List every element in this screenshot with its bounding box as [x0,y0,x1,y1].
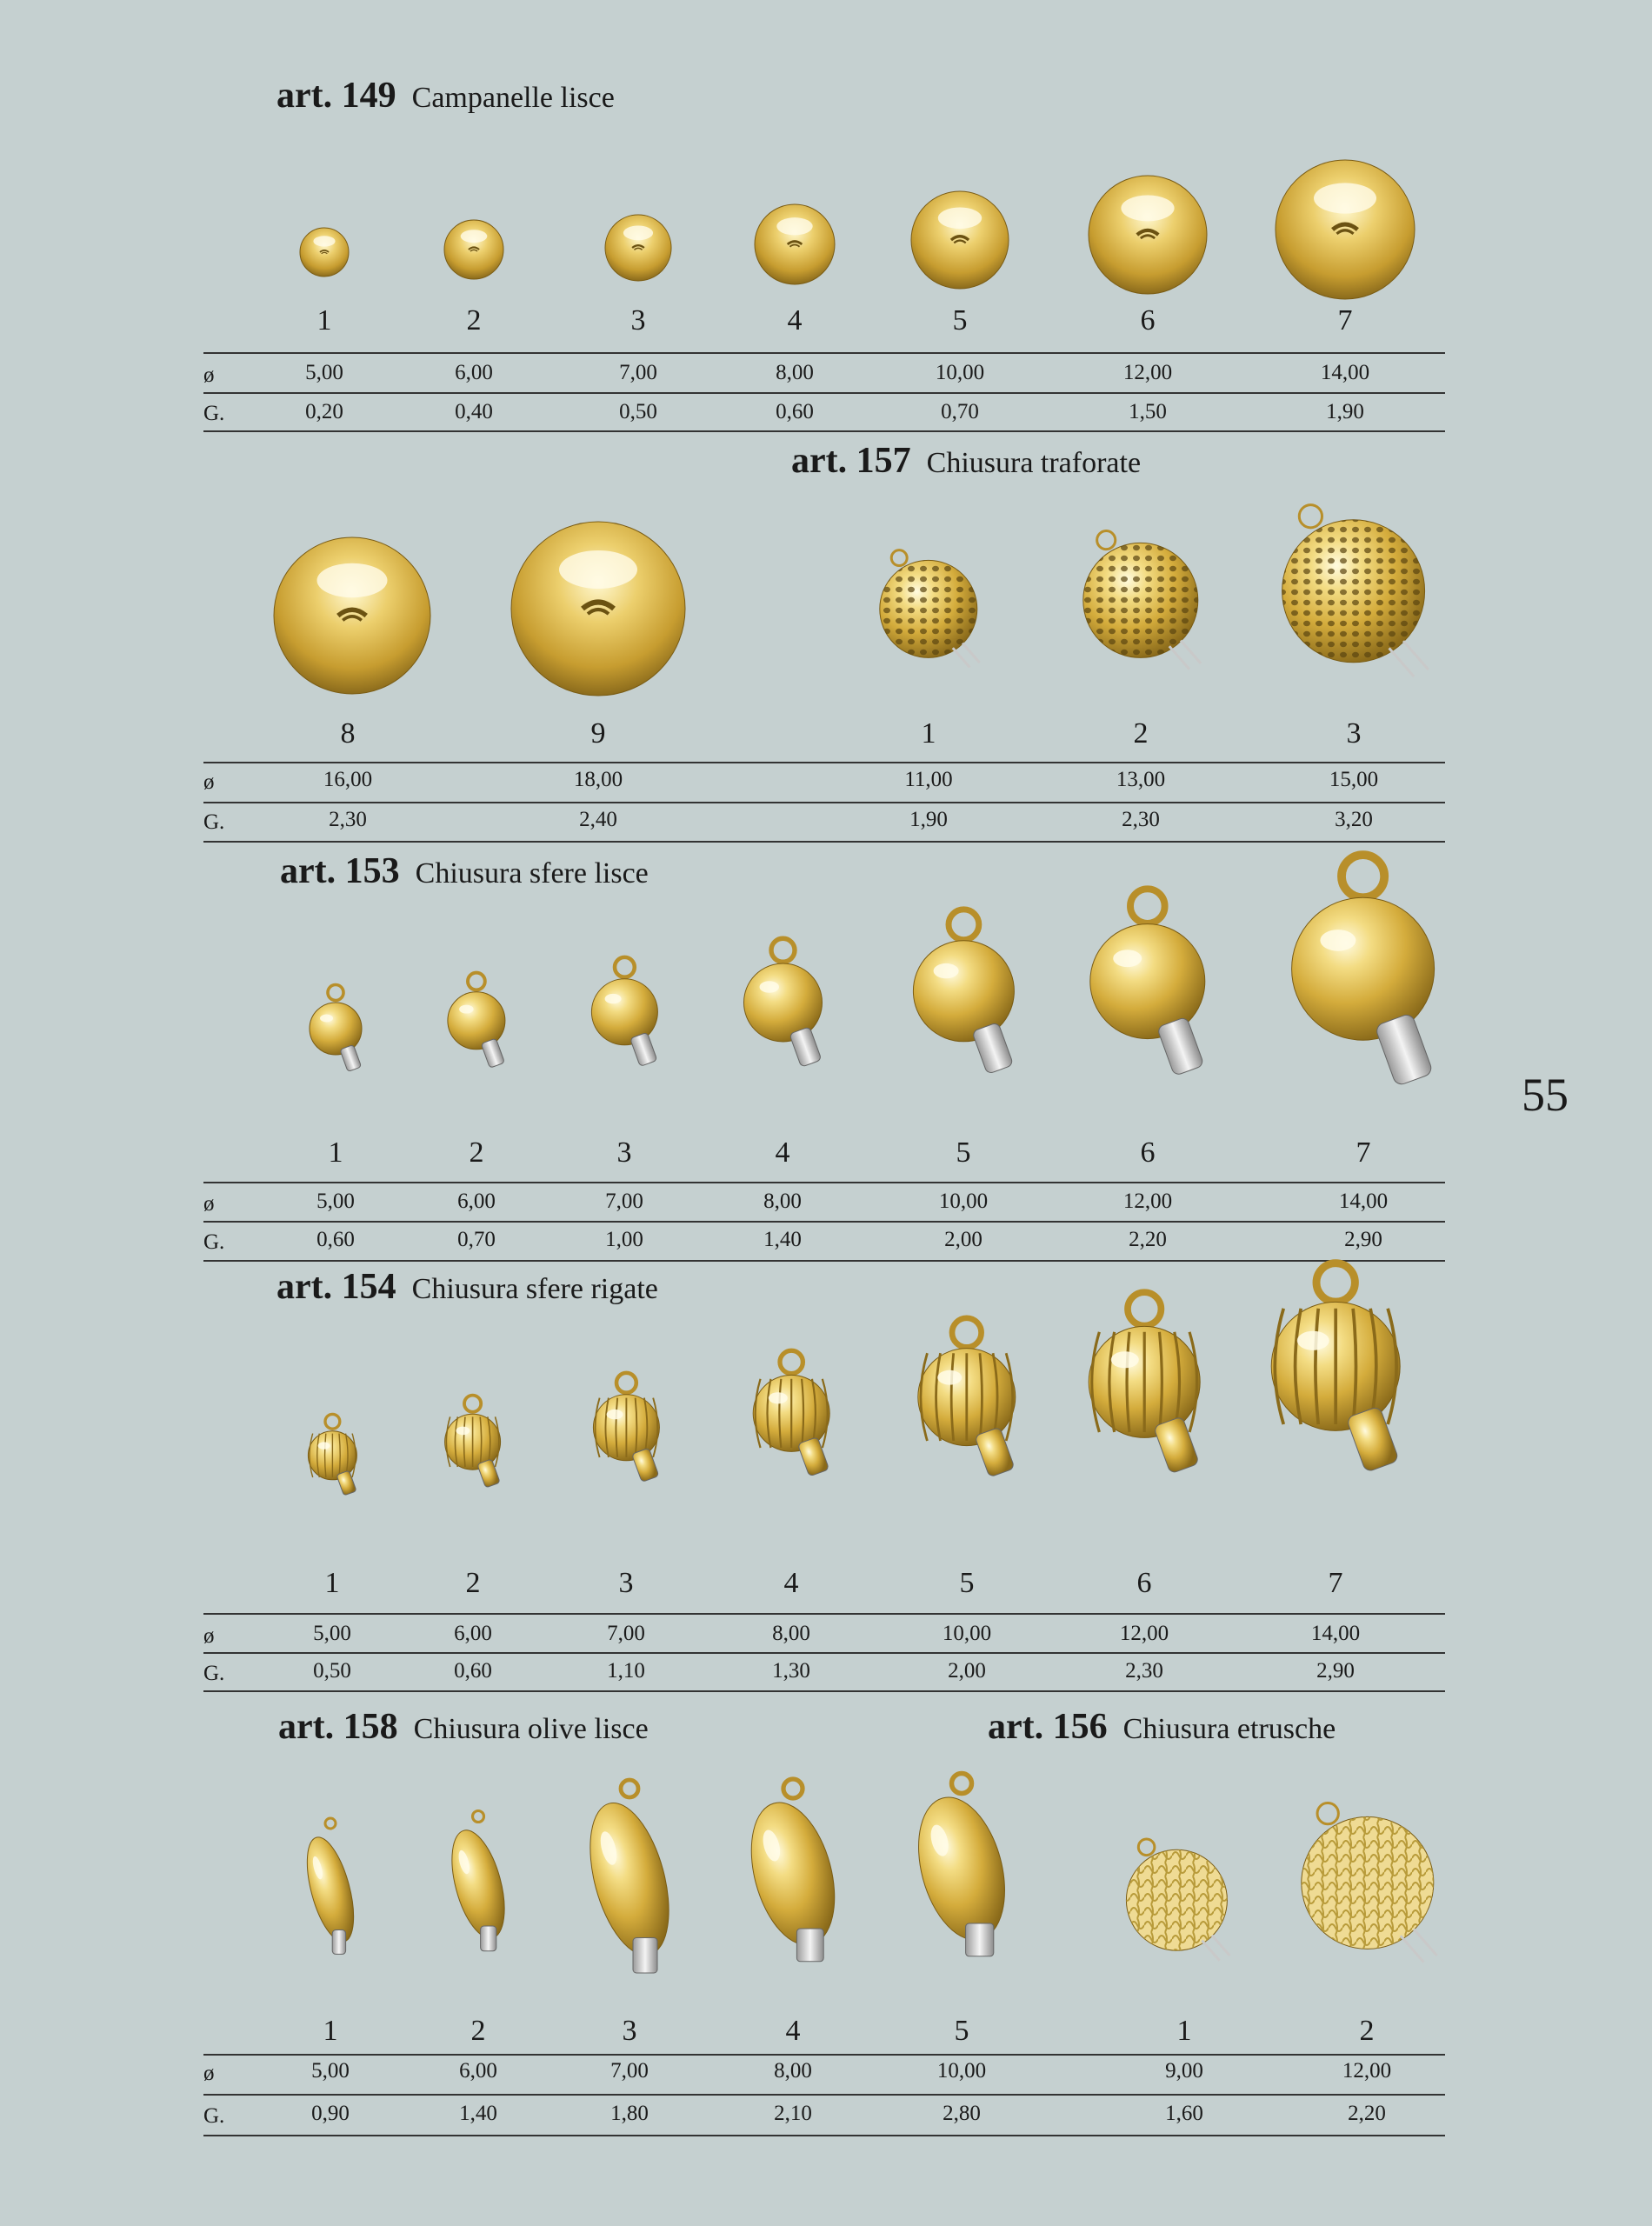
diameter-value-s149-2: 6,00 [455,361,493,384]
weight-value-s157-1: 1,90 [909,808,948,831]
size-number-s156-1: 1 [1176,2015,1192,2047]
bell-cap-art149-8 [270,533,435,698]
size-number-s156-2: 2 [1359,2015,1375,2047]
section-name-art-153: Chiusura sfere lisce [415,857,649,890]
table-rule [203,1182,1445,1183]
size-number-s157-1: 1 [921,717,936,750]
diameter-value-s149-7: 14,00 [1320,361,1370,384]
weight-value-s153-2: 0,70 [457,1228,496,1251]
size-number-s154-6: 6 [1136,1567,1152,1599]
size-number-s154-7: 7 [1328,1567,1343,1599]
diameter-value-s153-6: 12,00 [1122,1190,1173,1213]
weight-value-s153-1: 0,60 [316,1228,355,1251]
diameter-value-s153-7: 14,00 [1338,1190,1389,1213]
ribbed-ball-clasp-art154-2 [428,1389,517,1526]
diameter-label: ø [203,770,215,794]
weight-value-s158-5: 2,80 [943,2102,981,2125]
ribbed-ball-clasp-art154-6 [1063,1284,1225,1533]
size-number-s158-2: 2 [470,2015,486,2047]
weight-value-s149b-2: 2,40 [579,808,617,831]
diameter-value-s156-1: 9,00 [1165,2059,1203,2083]
diameter-label: ø [203,1192,215,1216]
diameter-value-s154-2: 6,00 [454,1622,492,1645]
size-number-s149b-2: 9 [590,717,606,750]
smooth-ball-clasp-art153-3 [573,950,676,1109]
diameter-value-s158-2: 6,00 [459,2059,497,2083]
diameter-value-s153-5: 10,00 [938,1190,989,1213]
table-rule [203,841,1445,843]
diameter-value-s149b-2: 18,00 [573,768,623,791]
smooth-ball-clasp-art153-1 [293,978,378,1109]
weight-value-s154-7: 2,90 [1316,1659,1355,1683]
size-number-s149-7: 7 [1337,304,1353,337]
diameter-value-s158-5: 10,00 [936,2059,987,2083]
diameter-value-s149-3: 7,00 [619,361,657,384]
ribbed-ball-clasp-art154-4 [733,1343,849,1523]
weight-value-s158-3: 1,80 [610,2102,649,2125]
openwork-clasp-art157-1 [856,532,1001,686]
weight-value-s149-4: 0,60 [776,400,814,423]
size-number-s153-6: 6 [1140,1136,1156,1169]
weight-value-s149-3: 0,50 [619,400,657,423]
size-number-s153-7: 7 [1356,1136,1371,1169]
size-number-s149-4: 4 [787,304,803,337]
smooth-ball-clasp-art153-5 [889,902,1038,1130]
diameter-value-s153-2: 6,00 [457,1190,496,1213]
diameter-value-s153-4: 8,00 [763,1190,802,1213]
ribbed-ball-clasp-art154-5 [895,1310,1039,1531]
diameter-value-s154-7: 14,00 [1310,1622,1361,1645]
weight-label: G. [203,2104,225,2128]
section-title-art-158: art. 158 [278,1707,398,1747]
weight-value-s158-1: 0,90 [311,2102,350,2125]
size-number-s154-5: 5 [959,1567,975,1599]
page-number: 55 [1522,1069,1569,1121]
table-rule [203,392,1445,394]
diameter-value-s149-4: 8,00 [776,361,814,384]
weight-value-s154-3: 1,10 [607,1659,645,1683]
size-number-s158-5: 5 [954,2015,969,2047]
weight-value-s156-2: 2,20 [1348,2102,1386,2125]
weight-value-s153-4: 1,40 [763,1228,802,1251]
openwork-clasp-art157-2 [1057,511,1224,690]
section-name-art-156: Chiusura etrusche [1122,1713,1336,1745]
size-number-s154-4: 4 [783,1567,799,1599]
diameter-value-s154-4: 8,00 [772,1622,810,1645]
weight-value-s154-6: 2,30 [1125,1659,1163,1683]
weight-value-s158-2: 1,40 [459,2102,497,2125]
diameter-label: ø [203,1624,215,1648]
section-title-art-157: art. 157 [791,441,911,481]
table-rule [203,430,1445,432]
size-number-s153-5: 5 [956,1136,971,1169]
size-number-s149-2: 2 [466,304,482,337]
size-number-s153-3: 3 [616,1136,632,1169]
weight-value-s153-3: 1,00 [605,1228,643,1251]
size-number-s157-2: 2 [1133,717,1149,750]
table-rule [203,1652,1445,1654]
size-number-s154-2: 2 [465,1567,481,1599]
section-name-art-149: Campanelle lisce [411,82,615,114]
section-title-art-149: art. 149 [276,76,396,116]
table-rule [203,1613,1445,1615]
olive-clasp-art158-1 [294,1811,367,1980]
weight-label: G. [203,1230,225,1254]
olive-clasp-art158-4 [737,1776,849,1983]
weight-value-s157-2: 2,30 [1122,808,1160,831]
size-number-s154-1: 1 [324,1567,340,1599]
section-title-art-153: art. 153 [280,851,400,891]
bell-cap-art149-2 [440,216,508,283]
smooth-ball-clasp-art153-6 [1064,881,1231,1136]
weight-value-s153-5: 2,00 [944,1228,983,1251]
weight-value-s158-4: 2,10 [774,2102,812,2125]
weight-label: G. [203,810,225,834]
diameter-value-s149-6: 12,00 [1122,361,1173,384]
diameter-value-s158-3: 7,00 [610,2059,649,2083]
weight-value-s149-2: 0,40 [455,400,493,423]
diameter-value-s154-3: 7,00 [607,1622,645,1645]
size-number-s158-4: 4 [785,2015,801,2047]
table-rule [203,2135,1445,2136]
smooth-ball-clasp-art153-7 [1262,846,1464,1157]
olive-clasp-art158-2 [438,1804,518,1976]
bell-cap-art149-7 [1271,156,1419,303]
section-title-art-156: art. 156 [988,1707,1108,1747]
weight-value-s157-3: 3,20 [1335,808,1373,831]
diameter-value-s157-2: 13,00 [1116,768,1166,791]
smooth-ball-clasp-art153-4 [723,931,843,1114]
size-number-s153-4: 4 [775,1136,790,1169]
olive-clasp-art158-5 [904,1771,1019,1978]
diameter-value-s156-2: 12,00 [1342,2059,1392,2083]
table-rule [203,1690,1445,1692]
weight-value-s149-1: 0,20 [305,400,343,423]
bell-cap-art149-3 [601,210,676,285]
size-number-s149-6: 6 [1140,304,1156,337]
size-number-s149-1: 1 [316,304,332,337]
diameter-value-s153-1: 5,00 [316,1190,355,1213]
table-rule [203,2054,1445,2056]
diameter-label: ø [203,2062,215,2085]
weight-label: G. [203,1662,225,1685]
filigree-clasp-art156-1 [1102,1821,1251,1979]
diameter-value-s157-3: 15,00 [1329,768,1379,791]
weight-value-s153-6: 2,20 [1129,1228,1167,1251]
ribbed-ball-clasp-art154-7 [1243,1255,1428,1538]
diameter-value-s149-5: 10,00 [935,361,985,384]
size-number-s149b-1: 8 [340,717,356,750]
openwork-clasp-art157-3 [1252,483,1455,700]
bell-cap-art149-4 [750,200,839,289]
diameter-value-s154-5: 10,00 [942,1622,992,1645]
weight-value-s154-5: 2,00 [948,1659,986,1683]
diameter-value-s157-1: 11,00 [904,768,953,791]
diameter-value-s154-6: 12,00 [1119,1622,1169,1645]
weight-value-s153-7: 2,90 [1344,1228,1382,1251]
size-number-s158-1: 1 [323,2015,338,2047]
weight-value-s154-2: 0,60 [454,1659,492,1683]
table-rule [203,352,1445,354]
filigree-clasp-art156-2 [1273,1782,1462,1984]
table-rule [203,1221,1445,1223]
diameter-value-s153-3: 7,00 [605,1190,643,1213]
table-rule [203,802,1445,803]
bell-cap-art149-9 [507,517,689,700]
bell-cap-art149-6 [1084,171,1211,298]
section-name-art-154: Chiusura sfere rigate [411,1273,658,1305]
diameter-value-s158-1: 5,00 [311,2059,350,2083]
diameter-label: ø [203,363,215,387]
section-name-art-157: Chiusura traforate [926,447,1142,479]
olive-clasp-art158-3 [577,1776,682,1994]
weight-value-s149-7: 1,90 [1326,400,1364,423]
weight-value-s149-6: 1,50 [1129,400,1167,423]
diameter-value-s158-4: 8,00 [774,2059,812,2083]
size-number-s153-2: 2 [469,1136,484,1169]
section-title-art-154: art. 154 [276,1267,396,1307]
section-name-art-158: Chiusura olive lisce [413,1713,649,1745]
ribbed-ball-clasp-art154-1 [292,1408,373,1531]
bell-cap-art149-5 [907,187,1013,293]
size-number-s149-5: 5 [952,304,968,337]
size-number-s154-3: 3 [618,1567,634,1599]
diameter-value-s154-1: 5,00 [313,1622,351,1645]
weight-value-s149-5: 0,70 [941,400,979,423]
bell-cap-art149-1 [296,223,353,281]
weight-value-s149b-1: 2,30 [329,808,367,831]
size-number-s149-3: 3 [630,304,646,337]
weight-label: G. [203,402,225,425]
diameter-value-s149-1: 5,00 [305,361,343,384]
size-number-s158-3: 3 [622,2015,637,2047]
table-rule [203,2094,1445,2096]
table-rule [203,762,1445,763]
ribbed-ball-clasp-art154-3 [575,1366,678,1524]
smooth-ball-clasp-art153-2 [430,966,523,1107]
weight-value-s156-1: 1,60 [1165,2102,1203,2125]
size-number-s157-3: 3 [1346,717,1362,750]
weight-value-s154-1: 0,50 [313,1659,351,1683]
weight-value-s154-4: 1,30 [772,1659,810,1683]
diameter-value-s149b-1: 16,00 [323,768,373,791]
size-number-s153-1: 1 [328,1136,343,1169]
